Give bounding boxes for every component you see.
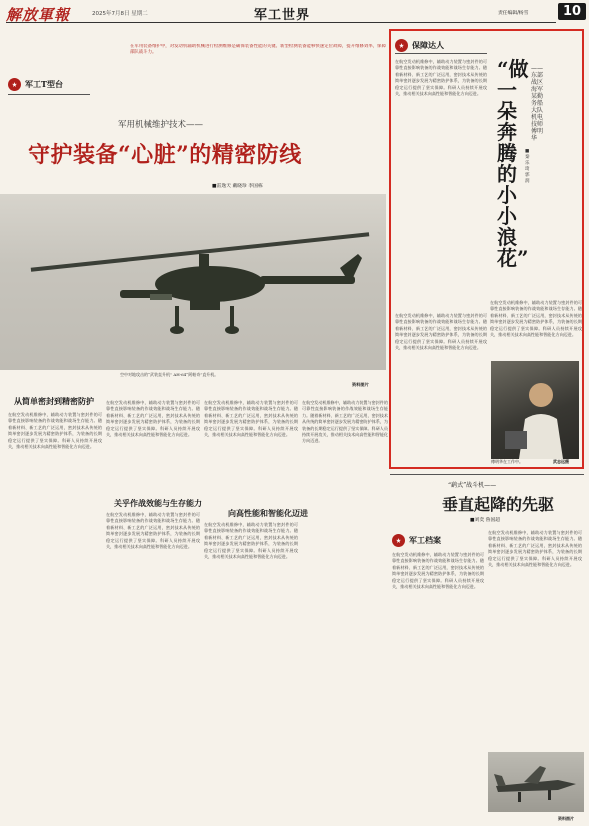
second-body-2: 在航空发动机维修中，辅助动力装置与密封件的可靠性直接影响装备的作战效能和战场生存能力。随着新材料、新工艺的广泛运用，密封技术从传统的简单密封逐步发展为精密防护体系，为装备的长期稳定运行提供了坚实保障。科研人员持续开展攻关，推动相关技术向高性能和智能化方向迈进。 [488,530,582,568]
profile-continued: 在航空发动机维修中，辅助动力装置与密封件的可靠性直接影响装备的作战效能和战场生存能力。随着新材料、新工艺的广泛运用，密封技术从传统的简单密封逐步发展为精密防护体系，为装备的长期稳定运行提供了坚实保障。科研人员持续开展攻关，推动相关技术向高性能和智能化方向迈进。 [490,300,582,338]
second-kicker: “鹞式”战斗机—— [448,482,497,489]
body-column-3: 在航空发动机维修中，辅助动力装置与密封件的可靠性直接影响装备的作战效能和战场生存能力。随着新材料、新工艺的广泛运用，密封技术从传统的简单密封逐步发展为精密防护体系，为装备的长期稳定运行提供了坚实保障。科研人员持续开展攻关，推动相关技术向高性能和智能化方向迈进。 [106,512,200,550]
body-column-6: 在航空发动机维修中，辅助动力装置与密封件的可靠性直接影响装备的作战效能和战场生存能力。随着新材料、新工艺的广泛运用，密封技术从传统的简单密封逐步发展为精密防护体系，为装备的长期稳定运行提供了坚实保障。科研人员持续开展攻关，推动相关技术向高性能和智能化方向迈进。 [302,400,388,444]
feature-byline: ■雷逸天 戴晓珍 李国栋 [212,184,263,189]
subhead-2: 关乎作战效能与生存能力 [114,498,202,508]
star-icon [8,78,21,91]
newspaper-logo: 解放軍報 [6,6,71,24]
profile-credit: 武志远摄 [553,459,569,464]
column-header [8,78,63,91]
star-icon [395,39,408,52]
feature-kicker: 军用机械维护技术—— [118,120,204,130]
intro-text: 在军用装备维护中，对发动机辅助机械进行检测维修是确保装备性能的关键。新型检测装备能够快速定位故障，提升维修效率，保障部队战斗力。 [130,44,386,56]
profile-caption: 傅明华在工作中。 [491,459,523,464]
masthead [0,0,589,26]
profile-header-rule [395,53,487,54]
profile-column-label: 保障达人 [412,40,444,50]
feature-title: 守护装备“心脏”的精密防线 [28,142,302,168]
subhead-1: 从简单密封到精密防护 [14,396,94,406]
photo-credit: 资料图片 [352,382,369,387]
profile-byline: ■秦乐琦 郭润 [525,149,530,184]
helicopter-photo [0,194,386,370]
body-column-2: 在航空发动机维修中，辅助动力装置与密封件的可靠性直接影响装备的作战效能和战场生存能力。随着新材料、新工艺的广泛运用，密封技术从传统的简单密封逐步发展为精密防护体系，为装备的长期稳定运行提供了坚实保障。科研人员持续开展攻关，推动相关技术向高性能和智能化方向迈进。 [106,400,200,438]
photo-caption: 空中对地攻击的“武装直升机” AH-64“阿帕奇”直升机。 [120,372,219,377]
column-label: 军工T型台 [25,79,63,89]
second-column-label: 军工档案 [409,535,441,545]
second-title: 垂直起降的先驱 [442,495,555,514]
profile-body-1: 在航空发动机维修中，辅助动力装置与密封件的可靠性直接影响装备的作战效能和战场生存能力。随着新材料、新工艺的广泛运用，密封技术从传统的简单密封逐步发展为精密防护体系，为装备的长期稳定运行提供了坚实保障。科研人员持续开展攻关，推动相关技术向高性能和智能化方向迈进。 [395,59,487,97]
editor-credit: 责任编辑/杨雪 [498,11,529,16]
body-column-4: 在航空发动机维修中，辅助动力装置与密封件的可靠性直接影响装备的作战效能和战场生存能力。随着新材料、新工艺的广泛运用，密封技术从传统的简单密封逐步发展为精密防护体系，为装备的长期稳定运行提供了坚实保障。科研人员持续开展攻关，推动相关技术向高性能和智能化方向迈进。 [204,400,298,438]
profile-title: “做一朵奔腾的小小浪花” [497,57,529,270]
masthead-rule [6,22,556,23]
profile-header [395,39,444,52]
second-byline: ■刘奕 鲁国超 [470,518,501,523]
page-number: 10 [558,3,586,20]
issue-date: 2025年7月8日 星期二 [92,11,148,17]
body-column-5: 在航空发动机维修中，辅助动力装置与密封件的可靠性直接影响装备的作战效能和战场生存能力。随着新材料、新工艺的广泛运用，密封技术从传统的简单密封逐步发展为精密防护体系，为装备的长期稳定运行提供了坚实保障。科研人员持续开展攻关，推动相关技术向高性能和智能化方向迈进。 [204,522,298,560]
jet-photo [488,752,584,812]
star-icon [392,534,405,547]
second-column-header [392,534,441,547]
subhead-3: 向高性能和智能化迈进 [228,508,308,518]
column-rule [8,94,90,95]
body-column-1: 在航空发动机维修中，辅助动力装置与密封件的可靠性直接影响装备的作战效能和战场生存能力。随着新材料、新工艺的广泛运用，密封技术从传统的简单密封逐步发展为精密防护体系，为装备的长期稳定运行提供了坚实保障。科研人员持续开展攻关，推动相关技术向高性能和智能化方向迈进。 [8,412,102,450]
profile-body-2: 在航空发动机维修中，辅助动力装置与密封件的可靠性直接影响装备的作战效能和战场生存能力。随着新材料、新工艺的广泛运用，密封技术从传统的简单密封逐步发展为精密防护体系，为装备的长期稳定运行提供了坚实保障。科研人员持续开展攻关，推动相关技术向高性能和智能化方向迈进。 [395,313,487,351]
section-title: 军工世界 [254,8,311,23]
second-credit: 资料图片 [558,816,574,821]
profile-subtitle: ——东部战区海军某勤务船大队机电技师傅明华 [531,65,544,142]
second-body-1: 在航空发动机维修中，辅助动力装置与密封件的可靠性直接影响装备的作战效能和战场生存能力。随着新材料、新工艺的广泛运用，密封技术从传统的简单密封逐步发展为精密防护体系，为装备的长期稳定运行提供了坚实保障。科研人员持续开展攻关，推动相关技术向高性能和智能化方向迈进。 [392,552,484,590]
section-divider [390,474,584,475]
